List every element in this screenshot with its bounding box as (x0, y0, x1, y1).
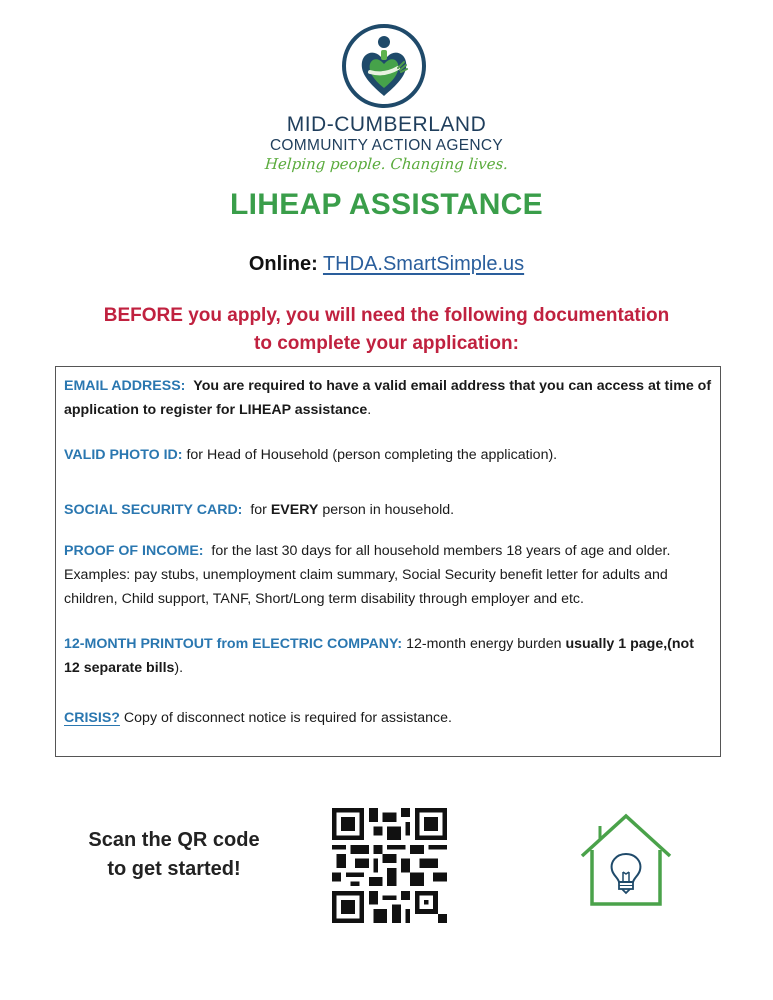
requirement-key: 12-MONTH PRINTOUT from ELECTRIC COMPANY: (64, 636, 403, 652)
requirement-post: ). (174, 660, 184, 676)
scan-line1: Scan the QR code (88, 829, 260, 851)
requirement-post: person in household. (322, 502, 455, 518)
scan-line2: to get started! (107, 858, 241, 880)
heart-hug-logo-icon (340, 22, 428, 110)
requirement-bold: EVERY (270, 502, 319, 518)
requirement-electric-printout (64, 632, 712, 680)
requirement-text: Copy of disconnect notice is required for assistance. (123, 710, 452, 726)
requirement-key: VALID PHOTO ID: (64, 447, 183, 463)
requirement-pre: 12-month energy burden (406, 636, 562, 652)
requirement-text: for Head of Household (person completing the application). (186, 447, 558, 463)
requirement-pre: for (250, 502, 267, 518)
requirement-key: SOCIAL SECURITY CARD: (64, 502, 243, 518)
intro-line1: BEFORE you apply, you will need the following documentation (103, 305, 670, 326)
requirement-bold: usually 1 page,(not 12 separate bills (64, 636, 694, 676)
org-name-line2: COMMUNITY ACTION AGENCY (269, 137, 504, 154)
requirements-box (55, 366, 721, 757)
requirement-crisis (64, 706, 712, 730)
intro-line2: to complete your application: (254, 333, 519, 354)
requirement-email (64, 374, 712, 422)
requirement-key: PROOF OF INCOME: (64, 543, 204, 559)
scan-instructions (60, 826, 288, 884)
requirement-tail: . (367, 402, 372, 418)
requirement-photo-id (64, 443, 712, 467)
requirement-income (64, 539, 712, 611)
requirement-key: CRISIS? (64, 710, 120, 726)
requirement-key: EMAIL ADDRESS: (64, 378, 186, 394)
requirement-ssn-card (64, 498, 712, 522)
tagline: Helping people. Changing lives. (264, 155, 509, 173)
org-name-line1: MID-CUMBERLAND (286, 113, 487, 136)
online-link[interactable]: THDA.SmartSimple.us (322, 253, 525, 275)
page-title: LIHEAP ASSISTANCE (230, 188, 543, 221)
online-line (0, 253, 773, 276)
requirement-text: You are required to have a valid email address that you can access at time of application to register for LIHEAP assistance (64, 378, 712, 418)
qr-code-icon[interactable] (332, 808, 447, 923)
intro-heading (0, 302, 773, 358)
house-lightbulb-icon (578, 812, 674, 908)
online-label: Online: (248, 253, 318, 275)
requirement-text: for the last 30 days for all household members 18 years of age and older. Examples: pay stubs, unemployment claim summary, Social Security benefit letter for adults and children, Child support, TANF, Short/Long term disability through employer and etc. (64, 543, 671, 607)
